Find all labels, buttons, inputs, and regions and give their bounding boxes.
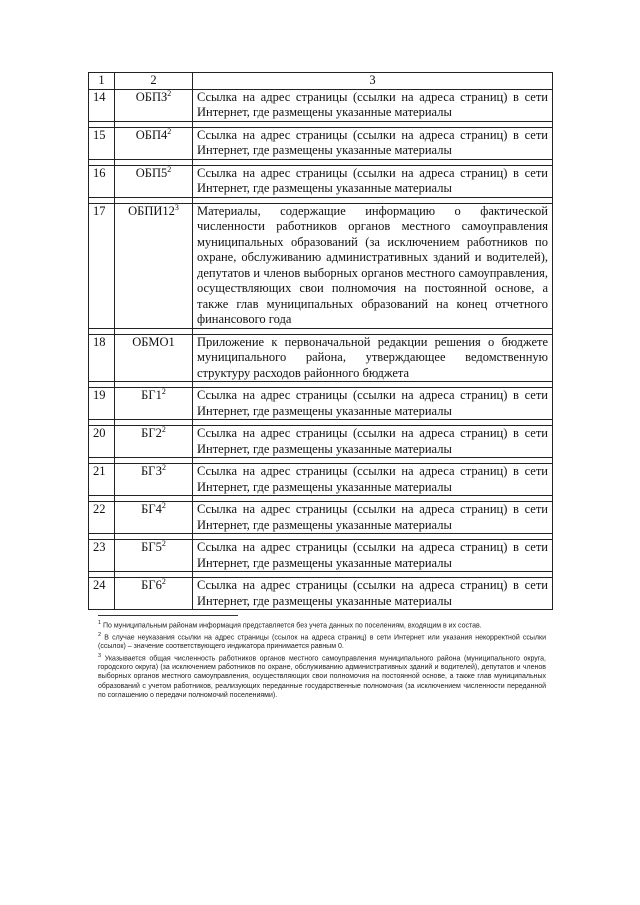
footnote-divider bbox=[98, 615, 238, 616]
row-number: 23 bbox=[89, 540, 115, 572]
row-number: 14 bbox=[89, 89, 115, 121]
footnote-reference: 2 bbox=[161, 576, 166, 586]
row-number: 18 bbox=[89, 334, 115, 382]
header-cell-1: 1 bbox=[89, 73, 115, 90]
footnote bbox=[98, 652, 546, 701]
header-cell-3: 3 bbox=[193, 73, 553, 90]
indicator-code-text: БГ6 bbox=[141, 578, 162, 592]
indicator-code bbox=[115, 203, 193, 328]
indicator-code bbox=[115, 334, 193, 382]
row-number: 21 bbox=[89, 464, 115, 496]
table-row bbox=[89, 388, 553, 420]
footnote-text: По муниципальным районам информация представляется без учета данных по поселениям, входящим в их состав. bbox=[103, 622, 482, 630]
table-row bbox=[89, 127, 553, 159]
row-number: 15 bbox=[89, 127, 115, 159]
table-row bbox=[89, 203, 553, 328]
indicator-code-text: ОБПЗ bbox=[135, 89, 168, 104]
footnote-reference: 2 bbox=[167, 88, 172, 98]
indicator-description: Ссылка на адрес страницы (ссылки на адреса страниц) в сети Интернет, где размещены указанные материалы bbox=[193, 426, 553, 458]
table-row bbox=[89, 89, 553, 121]
footnote-text: В случае неуказания ссылки на адрес страницы (ссылок на адреса страниц) в сети Интернет или указания некорректной ссылки (ссылок) – значение соответствующего индикатора принимается равным 0. bbox=[98, 633, 546, 651]
footnote bbox=[98, 631, 546, 652]
table-row bbox=[89, 464, 553, 496]
indicator-code bbox=[115, 464, 193, 496]
indicator-description: Ссылка на адрес страницы (ссылки на адреса страниц) в сети Интернет, где размещены указанные материалы bbox=[193, 578, 553, 610]
footnote-reference: 2 bbox=[167, 126, 172, 136]
indicator-description: Ссылка на адрес страницы (ссылки на адреса страниц) в сети Интернет, где размещены указанные материалы bbox=[193, 540, 553, 572]
row-number: 20 bbox=[89, 426, 115, 458]
header-cell-2: 2 bbox=[115, 73, 193, 90]
table-row bbox=[89, 165, 553, 197]
table-row bbox=[89, 540, 553, 572]
indicator-description: Ссылка на адрес страницы (ссылки на адреса страниц) в сети Интернет, где размещены указанные материалы bbox=[193, 388, 553, 420]
indicator-description: Ссылка на адрес страницы (ссылки на адреса страниц) в сети Интернет, где размещены указанные материалы bbox=[193, 502, 553, 534]
footnote-text: Указывается общая численность работников органов местного самоуправления муниципального района (муниципального округа, городского округа) (за исключением работников по охране, обслуживанию административных зданий и водителей), депутатов и членов выборных органов местного самоуправления, осуществляющих свои полномочия на постоянной основе, а также глав муниципальных образований с учетом работников, реализующих переданные государственные полномочия (за исключением численности переданной по соглашению о передачи полномочий поселениями). bbox=[98, 654, 546, 700]
table-row bbox=[89, 578, 553, 610]
indicator-code-text: БГ2 bbox=[141, 426, 162, 440]
indicator-code bbox=[115, 426, 193, 458]
indicator-code bbox=[115, 502, 193, 534]
indicator-description: Материалы, содержащие информацию о фактической численности работников органов местного самоуправления муниципальных образований (за исключением работников по охране, обслуживанию административных зданий и водителей), депутатов и членов выборных органов местного самоуправления, осуществляющих свои полномочия на постоянной основе, а также глав муниципальных образований на конец отчетного финансового года bbox=[193, 203, 553, 328]
indicator-code-text: БГЗ bbox=[141, 464, 162, 478]
footnote-reference: 2 bbox=[161, 462, 166, 472]
indicator-code-text: БГ5 bbox=[141, 540, 162, 554]
indicator-description: Ссылка на адрес страницы (ссылки на адреса страниц) в сети Интернет, где размещены указанные материалы bbox=[193, 165, 553, 197]
footnote-reference: 2 bbox=[161, 538, 166, 548]
indicator-code bbox=[115, 127, 193, 159]
indicator-description: Ссылка на адрес страницы (ссылки на адреса страниц) в сети Интернет, где размещены указанные материалы bbox=[193, 127, 553, 159]
indicator-code-text: БГ1 bbox=[141, 388, 162, 402]
row-number: 19 bbox=[89, 388, 115, 420]
indicator-code bbox=[115, 578, 193, 610]
table-row bbox=[89, 426, 553, 458]
footnote-reference: 2 bbox=[161, 386, 166, 396]
footnote-reference: 2 bbox=[161, 500, 166, 510]
footnote-mark: 3 bbox=[98, 652, 102, 659]
indicator-description: Ссылка на адрес страницы (ссылки на адреса страниц) в сети Интернет, где размещены указанные материалы bbox=[193, 89, 553, 121]
indicator-code-text: ОБПИ12 bbox=[128, 203, 175, 218]
indicator-code-text: ОБП4 bbox=[135, 127, 168, 142]
footnote-reference: 2 bbox=[161, 424, 166, 434]
footnote-mark: 2 bbox=[98, 631, 102, 638]
footnote bbox=[98, 619, 546, 631]
footnote-reference: 2 bbox=[167, 164, 172, 174]
table-row bbox=[89, 334, 553, 382]
row-number: 17 bbox=[89, 203, 115, 328]
table-header-row bbox=[89, 73, 553, 90]
indicator-code bbox=[115, 540, 193, 572]
indicator-description: Приложение к первоначальной редакции решения о бюджете муниципального района, утверждающее ведомственную структуру расходов районного бюджета bbox=[193, 334, 553, 382]
indicator-table bbox=[88, 72, 553, 610]
footnote-mark: 1 bbox=[98, 620, 102, 626]
indicator-code bbox=[115, 165, 193, 197]
row-number: 16 bbox=[89, 165, 115, 197]
row-number: 24 bbox=[89, 578, 115, 610]
indicator-description: Ссылка на адрес страницы (ссылки на адреса страниц) в сети Интернет, где размещены указанные материалы bbox=[193, 464, 553, 496]
row-number: 22 bbox=[89, 502, 115, 534]
indicator-code bbox=[115, 388, 193, 420]
indicator-code bbox=[115, 89, 193, 121]
indicator-code-text: БГ4 bbox=[141, 502, 162, 516]
indicator-code-text: ОБМО1 bbox=[132, 334, 175, 349]
indicator-code-text: ОБП5 bbox=[135, 165, 168, 180]
table-row bbox=[89, 502, 553, 534]
footnotes-block bbox=[98, 619, 546, 700]
footnote-reference: 3 bbox=[174, 202, 179, 212]
